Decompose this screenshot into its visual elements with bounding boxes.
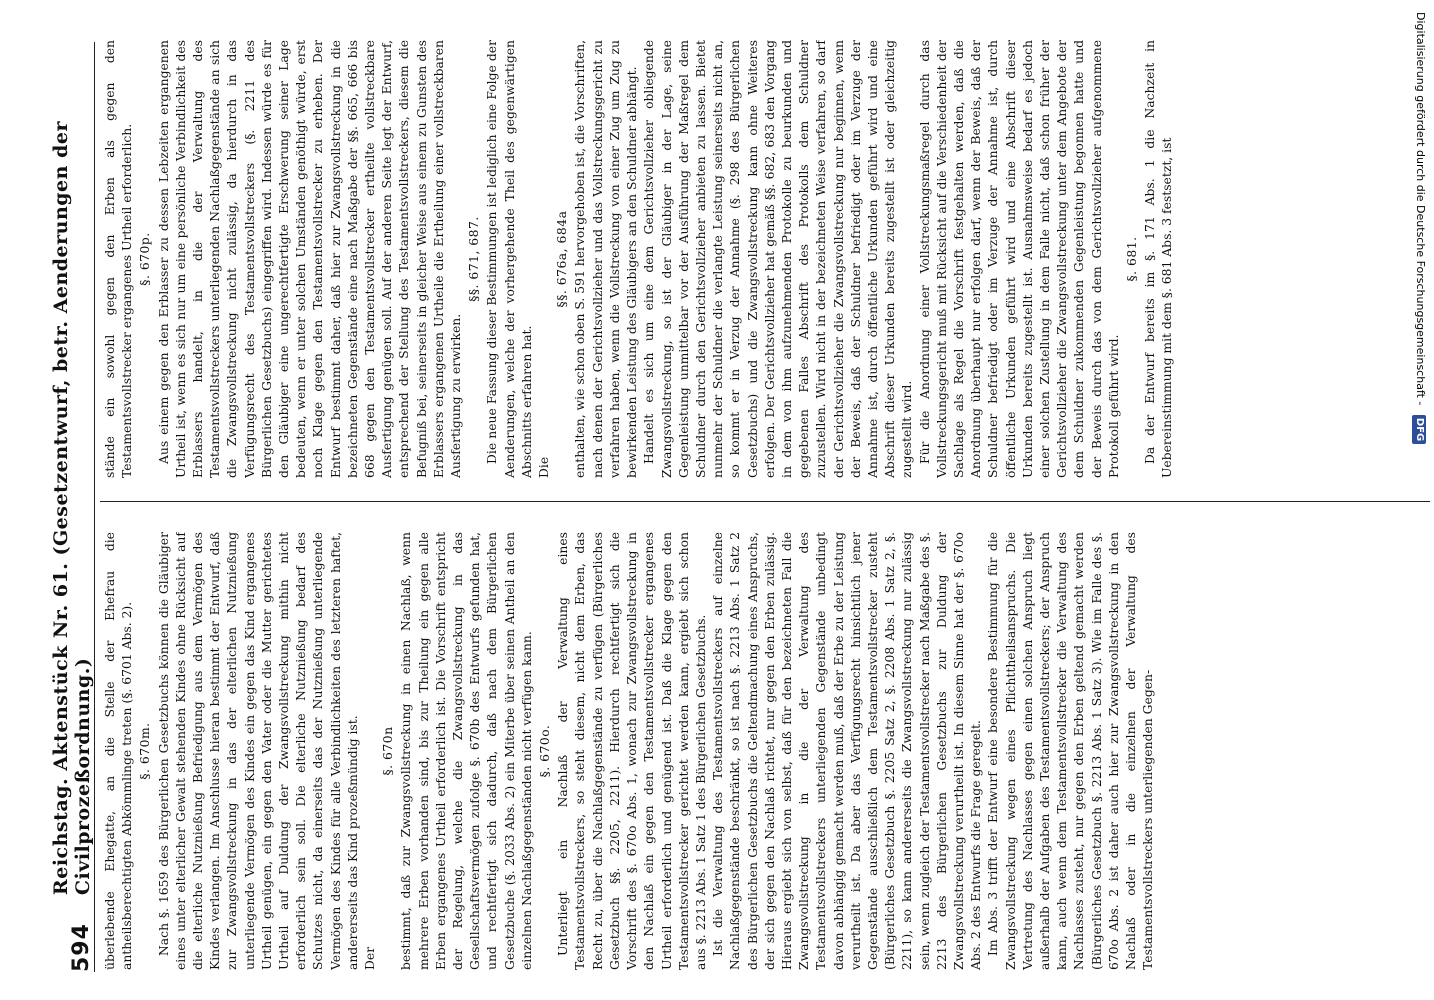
left-column bbox=[102, 532, 1432, 970]
section-heading: §. 670m. bbox=[138, 722, 153, 780]
paragraph: stände ein sowohl gegen den Erben als gegen den Testamentsvollstrecker ergangenes Urtheil erforderlich. bbox=[103, 40, 135, 478]
page-number: 594 bbox=[69, 923, 94, 972]
section-heading: §. 670o. bbox=[538, 724, 553, 778]
paragraph: Die neue Fassung dieser Bestimmungen ist lediglich eine Folge der Aenderungen, welche der vorhergehende Theil des gegenwärtigen Abschnitts erfahren hat. bbox=[485, 40, 534, 478]
paragraph: Handelt es sich um eine dem Gerichtsvollzieher obliegende Zwangsvollstreckung, so ist der Gläubiger in der Lage, seine Gegenleistung unmittelbar vor der Ausführung der Maßregel dem Schuldner durch den Gerichtsvollzieher anbieten zu lassen. Bietet nunmehr der Schuldner die verlangte Leistung seinerseits nicht an, so kommt er in Verzug der Annahme (§. 298 des Bürgerlichen Gesetzbuchs) und die Zwangsvollstreckung kann ohne Weiteres erfolgen. Der Gerichtsvollzieher hat gemäß §§. 682, 683 den Vorgang in dem von ihm aufzunehmenden Protokolle zu beurkunden und gegebenen Falles Abschrift des Protokolls dem Schuldner zuzustellen. Wird nicht in der bezeichneten Weise verfahren, so darf der Gerichtsvollzieher die Zwangsvollstreckung nur beginnen, wenn der Beweis, daß der Schuldner befriedigt oder im Verzuge der Annahme ist, durch öffentliche Urkunden geführt wird und eine Abschrift dieser Urkunden bereits zugestellt ist oder gleichzeitig zugestellt wird. bbox=[642, 40, 915, 478]
section-heading: §§. 676a, 684a bbox=[555, 210, 570, 308]
paragraph: Unterliegt ein Nachlaß der Verwaltung eines Testamentsvollstreckers, so steht diesem, nicht dem Erben, das Recht zu, über die Nachlaßgegenstände zu verfügen (Bürgerliches Gesetzbuch §§. 2205, 2211). Hierdurch rechtfertigt sich die Vorschrift des §. 670o Abs. 1, wonach zur Zwangsvollstreckung in den Nachlaß ein gegen den Testamentsvollstrecker ergangenes Urtheil erforderlich und genügend ist. Daß die Klage gegen den Testamentsvollstrecker gerichtet werden kann, ergiebt sich schon aus §. 2213 Abs. 1 Satz 1 des Bürgerlichen Gesetzbuchs. bbox=[556, 532, 708, 970]
section-heading: §. 670p. bbox=[138, 232, 153, 286]
lead-word: Die bbox=[537, 456, 552, 478]
credit-text: Digitalisierung gefördert durch die Deutsche Forschungsgemeinschaft - bbox=[1414, 12, 1427, 406]
paragraph: Ist die Verwaltung des Testamentsvollstreckers auf einzelne Nachlaßgegenstände beschränkt, so ist nach §. 2213 Abs. 1 Satz 2 des Bürgerlichen Gesetzbuchs die Geltendmachung eines Anspruchs, der sich gegen den Nachlaß richtet, nur gegen den Erben zulässig. Hieraus ergiebt sich von selbst, daß für den bezeichneten Fall die Zwangsvollstreckung in die der Verwaltung des Testamentsvollstreckers unterliegenden Gegenstände unbedingt davon abhängig gemacht werden muß, daß der Erbe zu der Leistung verurtheilt ist. Da aber das Verfügungsrecht hinsichtlich jener Gegenstände ausschließlich dem Testamentsvollstrecker zusteht (Bürgerliches Gesetzbuch §. 2205 Satz 2, §. 2208 Abs. 1 Satz 2, §. 2211), so kann andererseits die Zwangsvollstreckung nur zulässig sein, wenn zugleich der Testamentsvollstrecker nach Maßgabe des §. 2213 des Bürgerlichen Gesetzbuchs zur Duldung der Zwangsvollstreckung verurtheilt ist. In diesem Sinne hat der §. 670o Abs. 2 des Entwurfs die Frage geregelt. bbox=[711, 532, 984, 970]
digitization-credit bbox=[1412, 12, 1428, 992]
paragraph: Aus einem gegen den Erblasser zu dessen Lebzeiten ergangenen Urtheil ist, wenn es sich nur um eine persönliche Verbindlichkeit des Erblassers handelt, in die der Verwaltung des Testamentsvollstreckers unterliegenden Nachlaßgegenstände an sich die Zwangsvollstreckung nicht zulässig, da hierdurch in das Verfügungsrecht des Testamentsvollstreckers (§. 2211 des Bürgerlichen Gesetzbuchs) eingegriffen wird. Indessen würde es für den Gläubiger eine ungerechtfertigte Erschwerung seiner Lage bedeuten, wenn er unter solchen Umständen genöthigt würde, erst noch Klage gegen den Testamentsvollstrecker zu erheben. Der Entwurf bestimmt daher, daß hier zur Zwangsvollstreckung in die bezeichneten Gegenstände eine nach Maßgabe der §§. 665, 666 bis 668 gegen den Testamentsvollstrecker ertheilte vollstreckbare Ausfertigung genügen soll. Auf der anderen Seite legt der Entwurf, entsprechend der Stellung des Testamentsvollstreckers, diesem die Befugniß bei, seinerseits in gleicher Weise aus einem zu Gunsten des Erblassers ergangenen Urtheile die Ertheilung einer vollstreckbaren Ausfertigung zu erwirken. bbox=[156, 40, 464, 478]
dfg-logo: DFG bbox=[1412, 415, 1426, 444]
lead-word: Der bbox=[363, 946, 378, 970]
right-column bbox=[102, 40, 1432, 478]
running-title: Reichstag. Aktenstück Nr. 61. (Gesetzentwurf, betr. Aenderungen der Civilprozeßordnung.) bbox=[50, 121, 94, 896]
paragraph: bestimmt, daß zur Zwangsvollstreckung in einen Nachlaß, wenn mehrere Erben vorhanden sind, bis zur Theilung ein gegen alle Erben ergangenes Urtheil erforderlich ist. Die Vorschrift entspricht der Regelung, welche die Zwangsvollstreckung in das Gesellschaftsvermögen zufolge §. 670b des Entwurfs gefunden hat, und rechtfertigt sich dadurch, daß nach dem Bürgerlichen Gesetzbuche (§. 2033 Abs. 2) ein Miterbe über seinen Antheil an den einzelnen Nachlaßgegenständen nicht verfügen kann. bbox=[399, 532, 534, 970]
paragraph: Da der Entwurf bereits im §. 171 Abs. 1 die Nachzeit in Uebereinstimmung mit dem §. 681 Abs. 3 festsetzt, ist bbox=[1143, 40, 1175, 478]
paragraph: Für die Anordnung einer Vollstreckungsmaßregel durch das Vollstreckungsgericht muß mit Rücksicht auf die Verschiedenheit der Sachlage als Regel die Vorschrift festgehalten werden, daß die Anordnung überhaupt nur erfolgen darf, wenn der Beweis, daß der Schuldner befriedigt oder im Verzuge der Annahme ist, durch öffentliche Urkunden geführt wird und eine Abschrift dieser Urkunden bereits zugestellt ist. Ausnahmsweise bedarf es jedoch einer solchen Zustellung in dem Falle nicht, daß schon früher der Gerichtsvollzieher die Zwangsvollstreckung unter dem Angebote der dem Schuldner zukommenden Gegenleistung begonnen hatte und der Beweis durch das von dem Gerichtsvollzieher aufgenommene Protokoll geführt wird. bbox=[917, 40, 1121, 478]
section-heading: §. 670n bbox=[381, 726, 396, 776]
paragraph: Im Abs. 3 trifft der Entwurf eine besondere Bestimmung für die Zwangsvollstreckung wegen eines Pflichttheilsanspruchs. Die Vertretung des Nachlasses gegen einen solchen Anspruch liegt außerhalb der Aufgaben des Testamentsvollstreckers; der Anspruch kann, auch wenn dem Testamentsvollstrecker die Verwaltung des Nachlasses zusteht, nur gegen den Erben geltend gemacht werden (Bürgerliches Gesetzbuch §. 2213 Abs. 1 Satz 3). Wie im Falle des §. 670o Abs. 2 ist daher auch hier zur Zwangsvollstreckung in den Nachlaß oder in die einzelnen der Verwaltung des Testamentsvollstreckers unterliegenden Gegen- bbox=[986, 532, 1156, 970]
page-header bbox=[50, 42, 95, 972]
column-divider bbox=[100, 501, 1430, 502]
paragraph: enthalten, wie schon oben S. 591 hervorgehoben ist, die Vorschriften, nach denen der Gerichtsvollzieher und das Vollstreckungsgericht zu verfahren haben, wenn die Vollstreckung von einer Zug um Zug zu bewirkenden Leistung des Gläubigers an den Schuldner abhängt. bbox=[573, 40, 640, 478]
paragraph: Nach §. 1659 des Bürgerlichen Gesetzbuchs können die Gläubiger eines unter elterlicher Gewalt stehenden Kindes ohne Rücksicht auf die elterliche Nutznießung Befriedigung aus dem Vermögen des Kindes verlangen. Im Anschlusse hieran bestimmt der Entwurf, daß zur Zwangsvollstreckung in das der elterlichen Nutznießung unterliegende Vermögen des Kindes ein gegen das Kind ergangenes Urtheil genügen, ein gegen den Vater oder die Mutter gerichtetes Urtheil auf Duldung der Zwangsvollstreckung mithin nicht erforderlich sein soll. Die elterliche Nutznießung bedarf des Schutzes nicht, da einerseits das der Nutznießung unterliegende Vermögen des Kindes für alle Verbindlichkeiten des letzteren haftet, andererseits das Kind prozeßmündig ist. bbox=[156, 532, 360, 970]
section-heading: §§. 671, 687. bbox=[467, 216, 482, 302]
paragraph: überlebende Ehegatte, an die Stelle der Ehefrau die antheilsberechtigten Abkömmlinge treten (§. 6701 Abs. 2). bbox=[103, 532, 135, 970]
section-heading: §. 681. bbox=[1124, 236, 1139, 282]
